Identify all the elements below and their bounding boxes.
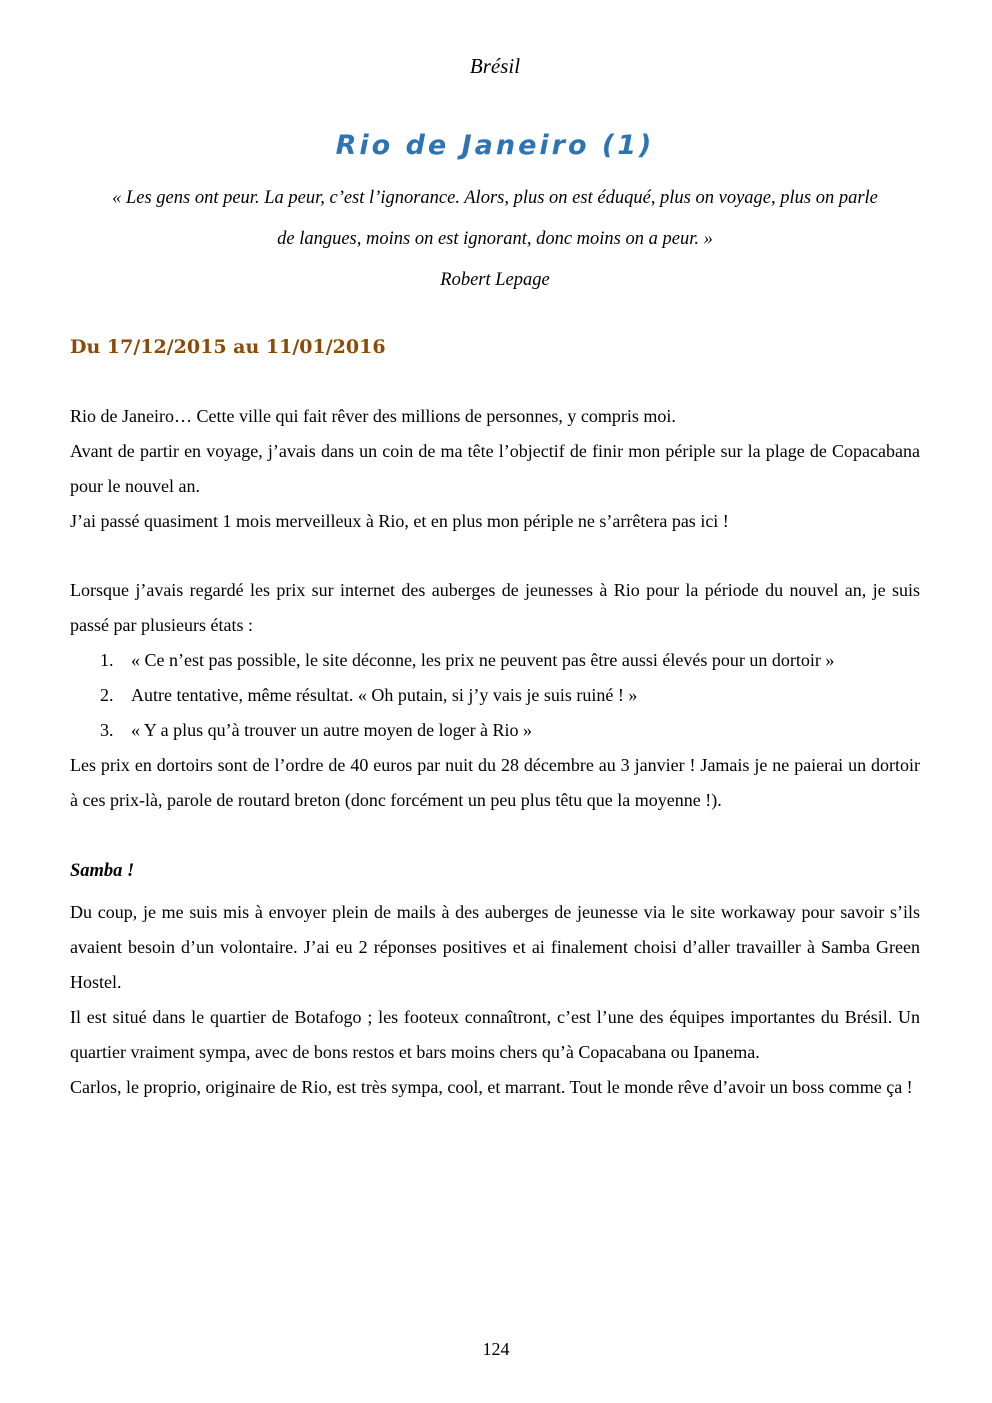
list-item-text: « Ce n’est pas possible, le site déconne, les prix ne peuvent pas être aussi élevés pour un dortoir » xyxy=(131,650,835,670)
list-marker: 2. xyxy=(100,685,114,705)
running-header: Brésil xyxy=(469,54,521,78)
page-number: 124 xyxy=(482,1339,510,1359)
page-title: Rio de Janeiro (1) xyxy=(335,130,655,161)
paragraph-prices-intro: Lorsque j’avais regardé les prix sur internet des auberges de jeunesses à Rio pour la période du nouvel an, je suis passé par plusieurs états : xyxy=(70,580,920,635)
list-item-text: « Y a plus qu’à trouver un autre moyen de loger à Rio » xyxy=(131,720,533,740)
list-item-text: Autre tentative, même résultat. « Oh putain, si j’y vais je suis ruiné ! » xyxy=(131,685,638,705)
paragraph-samba-3: Carlos, le proprio, originaire de Rio, est très sympa, cool, et marrant. Tout le monde rêve d’avoir un boss comme ça ! xyxy=(70,1077,913,1097)
list-item xyxy=(70,643,920,678)
list-marker: 1. xyxy=(100,650,114,670)
paragraph-prices-conclusion: Les prix en dortoirs sont de l’ordre de 40 euros par nuit du 28 décembre au 3 janvier ! Jamais je ne paierai un dortoir à ces prix-là, parole de routard breton (donc forcément un peu plus têtu que la moyenne !). xyxy=(70,755,920,810)
body-text xyxy=(70,399,920,1105)
paragraph-intro-2: Avant de partir en voyage, j’avais dans un coin de ma tête l’objectif de finir mon périple sur la plage de Copacabana pour le nouvel an. xyxy=(70,441,920,496)
numbered-list xyxy=(70,643,920,748)
paragraph-intro-1: Rio de Janeiro… Cette ville qui fait rêver des millions de personnes, y compris moi. xyxy=(70,406,676,426)
paragraph-samba-1: Du coup, je me suis mis à envoyer plein de mails à des auberges de jeunesse via le site workaway pour savoir s’ils avaient besoin d’un volontaire. J’ai eu 2 réponses positives et ai finalement choisi d’aller travailler à Samba Green Hostel. xyxy=(70,902,920,992)
paragraph-samba-2: Il est situé dans le quartier de Botafogo ; les footeux connaîtront, c’est l’une des équipes importantes du Brésil. Un quartier vraiment sympa, avec de bons restos et bars moins chers qu’à Copacabana ou Ipanema. xyxy=(70,1007,920,1062)
list-item xyxy=(70,713,920,748)
paragraph-intro-3: J’ai passé quasiment 1 mois merveilleux à Rio, et en plus mon périple ne s’arrêtera pas ici ! xyxy=(70,511,729,531)
section-heading-samba: Samba ! xyxy=(70,861,135,881)
epigraph-quote: « Les gens ont peur. La peur, c’est l’ignorance. Alors, plus on est éduqué, plus on voyage, plus on parle de langues, moins on est ignorant, donc moins on a peur. » xyxy=(112,188,878,249)
quote-author: Robert Lepage xyxy=(440,270,550,290)
date-range-heading: Du 17/12/2015 au 11/01/2016 xyxy=(70,336,386,358)
list-marker: 3. xyxy=(100,720,114,740)
list-item xyxy=(70,678,920,713)
